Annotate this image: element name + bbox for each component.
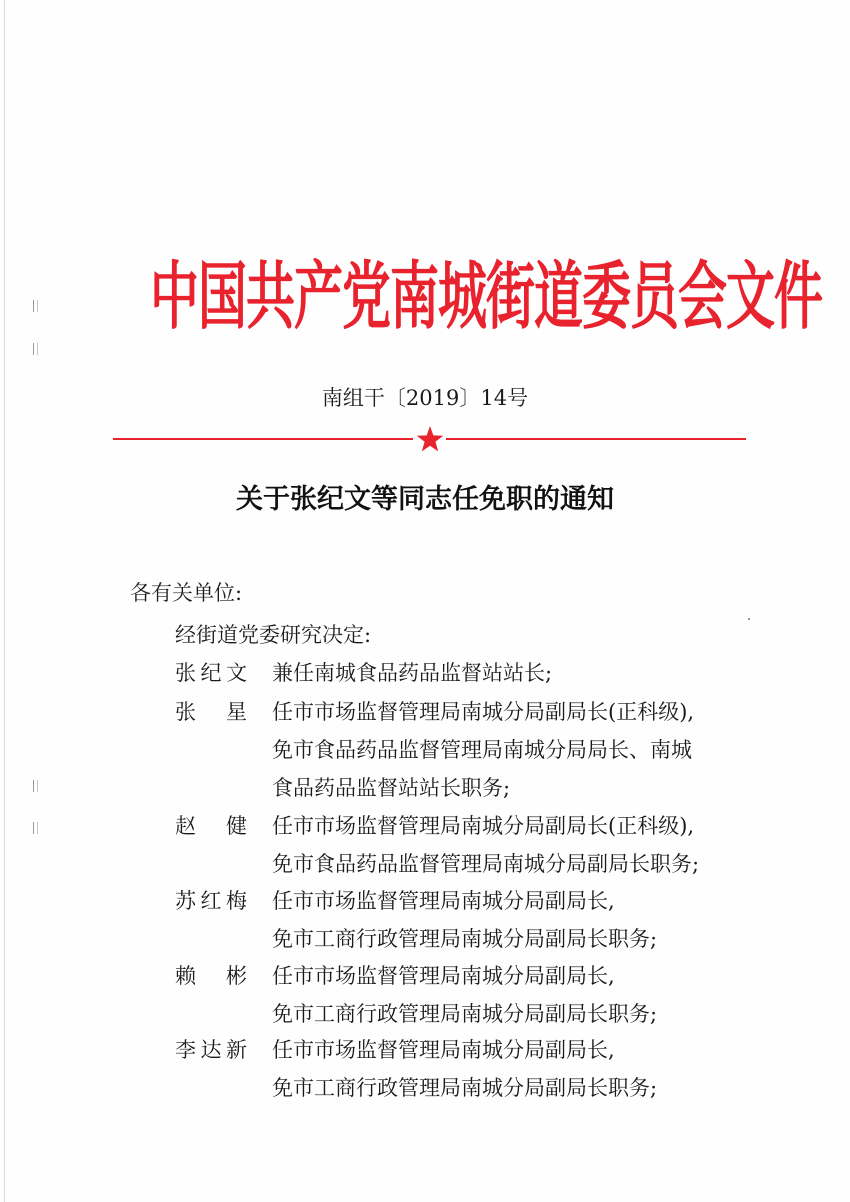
appointment-duty: 兼任南城食品药品监督站站长; [272,661,553,685]
appointee-name: 苏红梅 [175,889,247,913]
scan-edge-line [4,0,5,1202]
appointment-duty: 免市食品药品监督管理局南城分局副局长职务; [272,852,700,876]
appointment-duty: 免市工商行政管理局南城分局副局长职务; [272,1002,658,1026]
red-star-icon [416,425,444,453]
header-divider-left [113,438,413,440]
binding-mark [33,300,38,312]
appointment-duty: 免市工商行政管理局南城分局副局长职务; [272,927,658,951]
binding-mark [33,822,38,834]
appointment-duty: 任市市场监督管理局南城分局副局长, [272,964,615,988]
appointment-duty: 任市市场监督管理局南城分局副局长, [272,1038,615,1062]
appointment-duty: 任市市场监督管理局南城分局副局长(正科级), [272,814,695,838]
salutation: 各有关单位: [130,581,243,605]
document-header-title: 中国共产党南城街道委员会文件 [150,252,823,340]
appointment-duty: 任市市场监督管理局南城分局副局长(正科级), [272,700,695,724]
scan-speck [748,618,750,620]
appointee-name: 张 星 [175,700,247,724]
decision-intro: 经街道党委研究决定: [175,623,372,647]
document-number: 南组干〔2019〕14号 [321,386,529,410]
binding-mark [33,343,38,355]
appointee-name: 赖 彬 [175,964,247,988]
appointment-duty: 免市工商行政管理局南城分局副局长职务; [272,1076,658,1100]
appointment-duty: 免市食品药品监督管理局南城分局局长、南城 [272,738,692,762]
header-divider-right [446,438,746,440]
appointee-name: 李达新 [175,1038,247,1062]
appointee-name: 赵 健 [175,814,247,838]
appointment-duty: 任市市场监督管理局南城分局副局长, [272,889,615,913]
appointment-duty: 食品药品监督站站长职务; [272,776,511,800]
binding-mark [33,780,38,792]
appointee-name: 张纪文 [175,661,247,685]
notice-title: 关于张纪文等同志任免职的通知 [236,484,614,515]
